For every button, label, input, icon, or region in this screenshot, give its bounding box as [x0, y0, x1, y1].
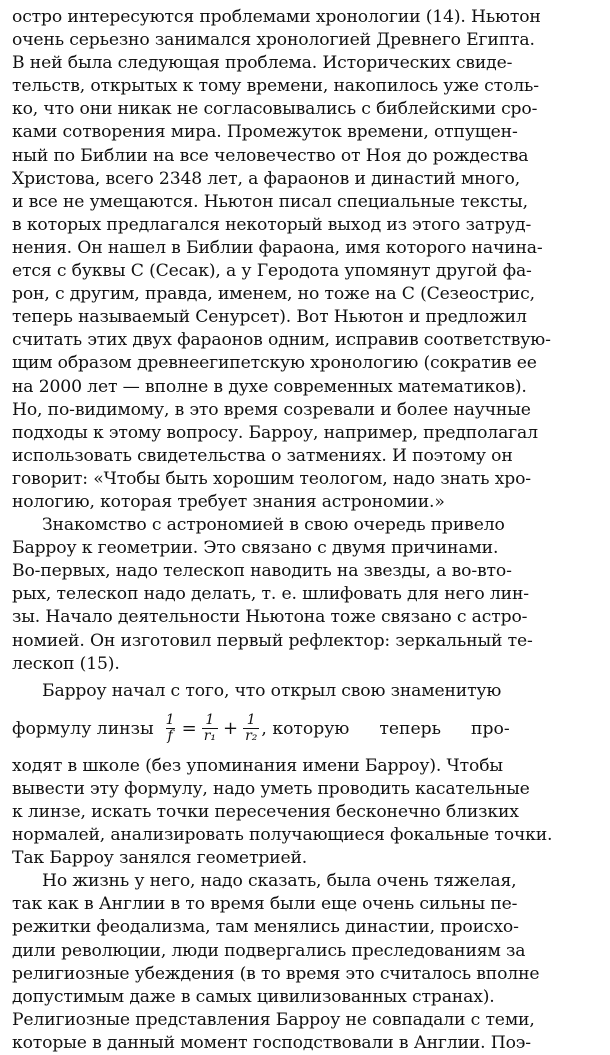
text-line: считать этих двух фараонов одним, исправив соответствую-	[12, 330, 551, 351]
text-line: Но, по-видимому, в это время созревали и более научные	[12, 399, 531, 420]
text-line: ками сотворения мира. Промежуток времени, отпущен-	[12, 122, 518, 143]
text-line: Но жизнь у него, надо сказать, была очень тяжелая,	[42, 871, 517, 892]
text-line: Так Барроу занялся геометрией.	[12, 848, 308, 869]
text-line: остро интересуются проблемами хронологии (14). Ньютон	[12, 7, 541, 27]
text-line: к линзе, искать точки пересечения бесконечно близких	[12, 802, 519, 822]
text-line: щим образом древнеегипетскую хронологию (сократив ее	[12, 353, 537, 374]
text-line: ко, что они никак не согласовывались с библейскими сро-	[12, 99, 538, 120]
text-line: Во-первых, надо телескоп наводить на звезды, а во-вто-	[12, 561, 512, 582]
lens-formula-term2: $\frac{1}{\text{r₂}}$	[245, 712, 258, 745]
text-line: рых, телескоп надо делать, т. е. шлифовать для него лин-	[12, 584, 529, 605]
lens-formula-term1: $\frac{1}{\text{r₁}}$	[203, 712, 216, 745]
paragraph-chronology	[12, 6, 600, 514]
text-line: номией. Он изготовил первый рефлектор: зеркальный те-	[12, 630, 533, 651]
plus-sign: +	[223, 718, 239, 740]
formula-suffix: , которую	[261, 718, 350, 739]
text-line: дили революции, люди подвергались преследованиям за	[12, 940, 526, 961]
text-line: использовать свидетельства о затмениях. И поэтому он	[12, 445, 513, 466]
equals-sign: =	[181, 718, 197, 740]
text-line: религиозные убеждения (в то время это считалось вполне	[12, 963, 540, 984]
text-line: ется с буквы С (Сесак), а у Геродота упомянут другой фа-	[12, 261, 532, 282]
formula-suffix: про-	[471, 718, 510, 739]
text-line: Христова, всего 2348 лет, а фараонов и династий много,	[12, 168, 521, 189]
text-line: ный по Библии на все человечество от Ноя до рождества	[12, 145, 529, 166]
text-line: подходы к этому вопросу. Барроу, например, предполагал	[12, 422, 538, 443]
text-line: вывести эту формулу, надо уметь проводить касательные	[12, 778, 530, 799]
text-line: нения. Он нашел в Библии фараона, имя которого начина-	[12, 237, 543, 258]
text-line: зы. Начало деятельности Ньютона тоже связано с астро-	[12, 607, 528, 628]
text-line: допустимым даже в самых цивилизованных странах).	[12, 986, 495, 1007]
text-line: режитки феодализма, там менялись династии, происхо-	[12, 917, 519, 938]
formula-line	[12, 703, 600, 755]
text-line: В ней была следующая проблема. Исторических свиде-	[12, 53, 513, 74]
paragraph-life	[12, 870, 600, 1055]
text-line: тельств, открытых к тому времени, накопилось уже столь-	[12, 76, 539, 97]
formula-suffix: теперь	[379, 718, 442, 739]
text-line: и все не умещаются. Ньютон писал специальные тексты,	[12, 191, 528, 212]
text-line: в которых предлагался некоторый выход из этого затруд-	[12, 214, 532, 235]
text-line: теперь называемый Сенурсет). Вот Ньютон и предложил	[12, 307, 527, 328]
text-line: рон, с другим, правда, именем, но тоже на С (Сезеострис,	[12, 284, 535, 305]
formula-prefix: формулу линзы	[12, 718, 154, 739]
text-line: которые в данный момент господствовали в Англии. Поэ-	[12, 1032, 531, 1053]
text-line: Религиозные представления Барроу не совпадали с теми,	[12, 1009, 535, 1030]
text-line: говорит: «Чтобы быть хорошим теологом, надо знать хро-	[12, 468, 531, 489]
text-line: ходят в школе (без упоминания имени Барроу). Чтобы	[12, 755, 503, 776]
text-line: очень серьезно занимался хронологией Древнего Египта.	[12, 30, 535, 51]
text-line: нормалей, анализировать получающиеся фокальные точки.	[12, 825, 553, 846]
text-line: лескоп (15).	[12, 653, 120, 674]
text-line: на 2000 лет — вполне в духе современных математиков).	[12, 376, 527, 397]
lens-formula-lhs: $\frac{1}{f}$	[165, 712, 175, 745]
text-line: Знакомство с астрономией в свою очередь привело	[42, 515, 505, 536]
text-line: нологию, которая требует знания астрономии.»	[12, 491, 445, 512]
text-line: Барроу начал с того, что открыл свою знаменитую	[42, 680, 502, 701]
paragraph-astronomy	[12, 514, 600, 676]
paragraph-lens-formula	[12, 680, 600, 871]
text-line: Барроу к геометрии. Это связано с двумя причинами.	[12, 538, 499, 559]
text-line: так как в Англии в то время были еще очень сильны пе-	[12, 894, 518, 915]
